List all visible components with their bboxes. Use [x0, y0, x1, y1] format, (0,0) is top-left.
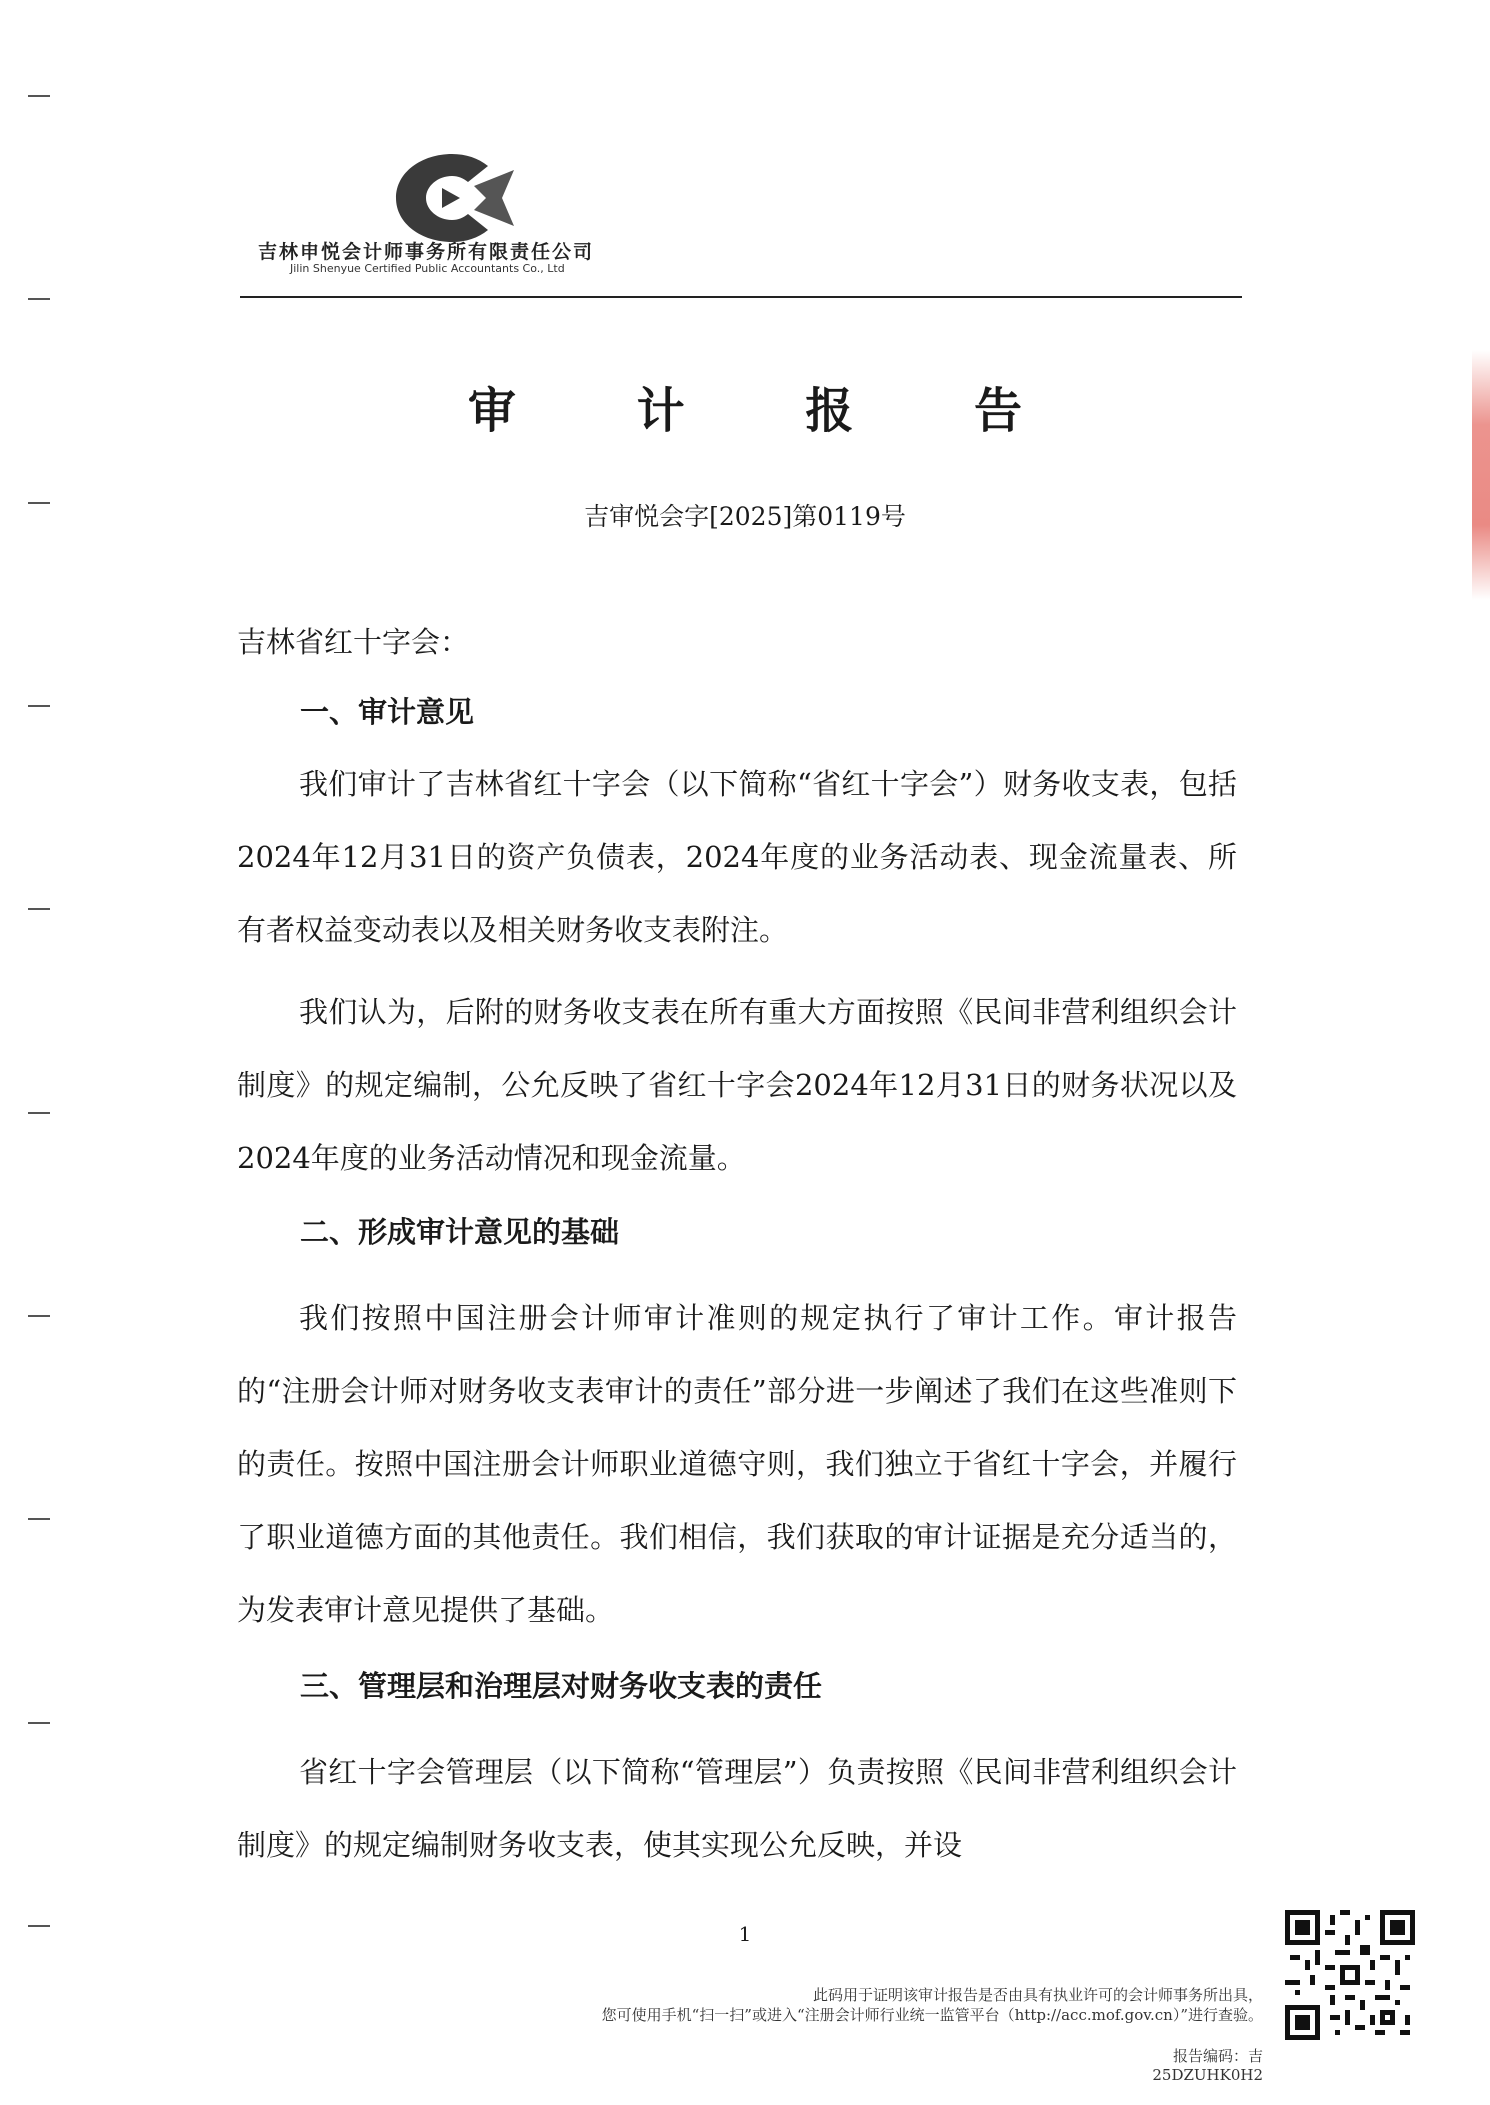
paragraph: 我们认为，后附的财务收支表在所有重大方面按照《民间非营利组织会计制度》的规定编制，公允反映了省红十字会2024年12月31日的财务状况以及2024年度的业务活动情况和现金流量。	[237, 995, 1237, 1175]
qr-code-icon	[1285, 1910, 1415, 2040]
verification-note	[490, 1985, 1263, 2025]
firm-logo-icon	[382, 148, 522, 248]
paragraph: 我们按照中国注册会计师审计准则的规定执行了审计工作。审计报告的“注册会计师对财务收支表审计的责任”部分进一步阐述了我们在这些准则下的责任。按照中国注册会计师职业道德守则，我们独立于省红十字会，并履行了职业道德方面的其他责任。我们相信，我们获取的审计证据是充分适当的，为发表审计意见提供了基础。	[237, 1301, 1237, 1627]
report-title: 审 计 报 告	[467, 383, 1075, 439]
report-code: 报告编码：吉25DZUHK0H2	[1152, 2047, 1263, 2084]
verification-line: 您可使用手机“扫一扫”或进入“注册会计师行业统一监管平台（http://acc.mof.gov.cn）”进行查验。	[601, 2006, 1263, 2024]
addressee: 吉林省红十字会：	[237, 625, 470, 659]
page-number: 1	[738, 1922, 752, 1946]
binding-mark	[28, 1518, 50, 1520]
binding-mark	[28, 908, 50, 910]
verification-line: 此码用于证明该审计报告是否由具有执业许可的会计师事务所出具，	[812, 1986, 1263, 2004]
paragraph: 我们审计了吉林省红十字会（以下简称“省红十字会”）财务收支表，包括2024年12月31日的资产负债表，2024年度的业务活动表、现金流量表、所有者权益变动表以及相关财务收支表附注。	[237, 767, 1237, 947]
binding-mark	[28, 705, 50, 707]
paragraph: 省红十字会管理层（以下简称“管理层”）负责按照《民间非营利组织会计制度》的规定编制财务收支表，使其实现公允反映，并设	[237, 1755, 1237, 1862]
binding-mark	[28, 1722, 50, 1724]
binding-mark	[28, 298, 50, 300]
firm-name-en: Jilin Shenyue Certified Public Accountants Co., Ltd	[290, 262, 565, 275]
firm-name-cn: 吉林申悦会计师事务所有限责任公司	[258, 241, 595, 263]
report-reference-number: 吉审悦会字[2025]第0119号	[584, 502, 906, 531]
binding-mark	[28, 95, 50, 97]
section-heading: 二、形成审计意见的基础	[300, 1215, 620, 1249]
section-heading: 三、管理层和治理层对财务收支表的责任	[300, 1669, 823, 1703]
binding-mark	[28, 1112, 50, 1114]
section-heading: 一、审计意见	[300, 695, 475, 729]
binding-mark	[28, 1315, 50, 1317]
header-divider	[240, 296, 1242, 298]
